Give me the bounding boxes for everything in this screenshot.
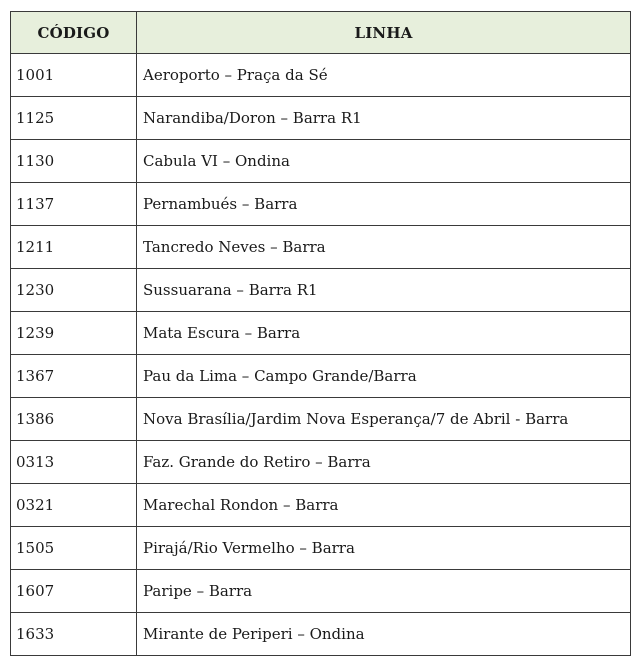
table-row bbox=[11, 269, 631, 312]
line-cell: Pirajá/Rio Vermelho – Barra bbox=[137, 527, 631, 570]
line-cell: Marechal Rondon – Barra bbox=[137, 484, 631, 527]
table-row bbox=[11, 570, 631, 613]
code-cell: 1130 bbox=[11, 140, 137, 183]
code-cell: 1137 bbox=[11, 183, 137, 226]
line-cell: Mirante de Periperi – Ondina bbox=[137, 613, 631, 656]
code-cell: 1367 bbox=[11, 355, 137, 398]
line-cell: Narandiba/Doron – Barra R1 bbox=[137, 97, 631, 140]
code-cell: 1239 bbox=[11, 312, 137, 355]
table-row bbox=[11, 140, 631, 183]
code-cell: 1386 bbox=[11, 398, 137, 441]
line-cell: Paripe – Barra bbox=[137, 570, 631, 613]
bus-lines-table bbox=[10, 11, 631, 656]
table-row bbox=[11, 484, 631, 527]
header-row bbox=[11, 12, 631, 54]
code-cell: 1211 bbox=[11, 226, 137, 269]
line-cell: Pernambués – Barra bbox=[137, 183, 631, 226]
table-header bbox=[11, 12, 631, 54]
table-row bbox=[11, 312, 631, 355]
line-cell: Cabula VI – Ondina bbox=[137, 140, 631, 183]
line-cell: Tancredo Neves – Barra bbox=[137, 226, 631, 269]
table-row bbox=[11, 183, 631, 226]
line-cell: Sussuarana – Barra R1 bbox=[137, 269, 631, 312]
code-cell: 0321 bbox=[11, 484, 137, 527]
table-body bbox=[11, 54, 631, 656]
line-cell: Pau da Lima – Campo Grande/Barra bbox=[137, 355, 631, 398]
code-cell: 1230 bbox=[11, 269, 137, 312]
line-cell: Faz. Grande do Retiro – Barra bbox=[137, 441, 631, 484]
line-cell: Mata Escura – Barra bbox=[137, 312, 631, 355]
line-cell: Nova Brasília/Jardim Nova Esperança/7 de Abril - Barra bbox=[137, 398, 631, 441]
table-row bbox=[11, 355, 631, 398]
table-row bbox=[11, 398, 631, 441]
table-row bbox=[11, 527, 631, 570]
line-cell: Aeroporto – Praça da Sé bbox=[137, 54, 631, 97]
header-line: LINHA bbox=[137, 12, 631, 54]
table-row bbox=[11, 441, 631, 484]
table-row bbox=[11, 613, 631, 656]
code-cell: 1607 bbox=[11, 570, 137, 613]
code-cell: 1001 bbox=[11, 54, 137, 97]
code-cell: 1125 bbox=[11, 97, 137, 140]
header-code: CÓDIGO bbox=[11, 12, 137, 54]
code-cell: 0313 bbox=[11, 441, 137, 484]
table-row bbox=[11, 97, 631, 140]
code-cell: 1633 bbox=[11, 613, 137, 656]
code-cell: 1505 bbox=[11, 527, 137, 570]
bus-lines-table-container bbox=[10, 11, 630, 656]
table-row bbox=[11, 54, 631, 97]
table-row bbox=[11, 226, 631, 269]
